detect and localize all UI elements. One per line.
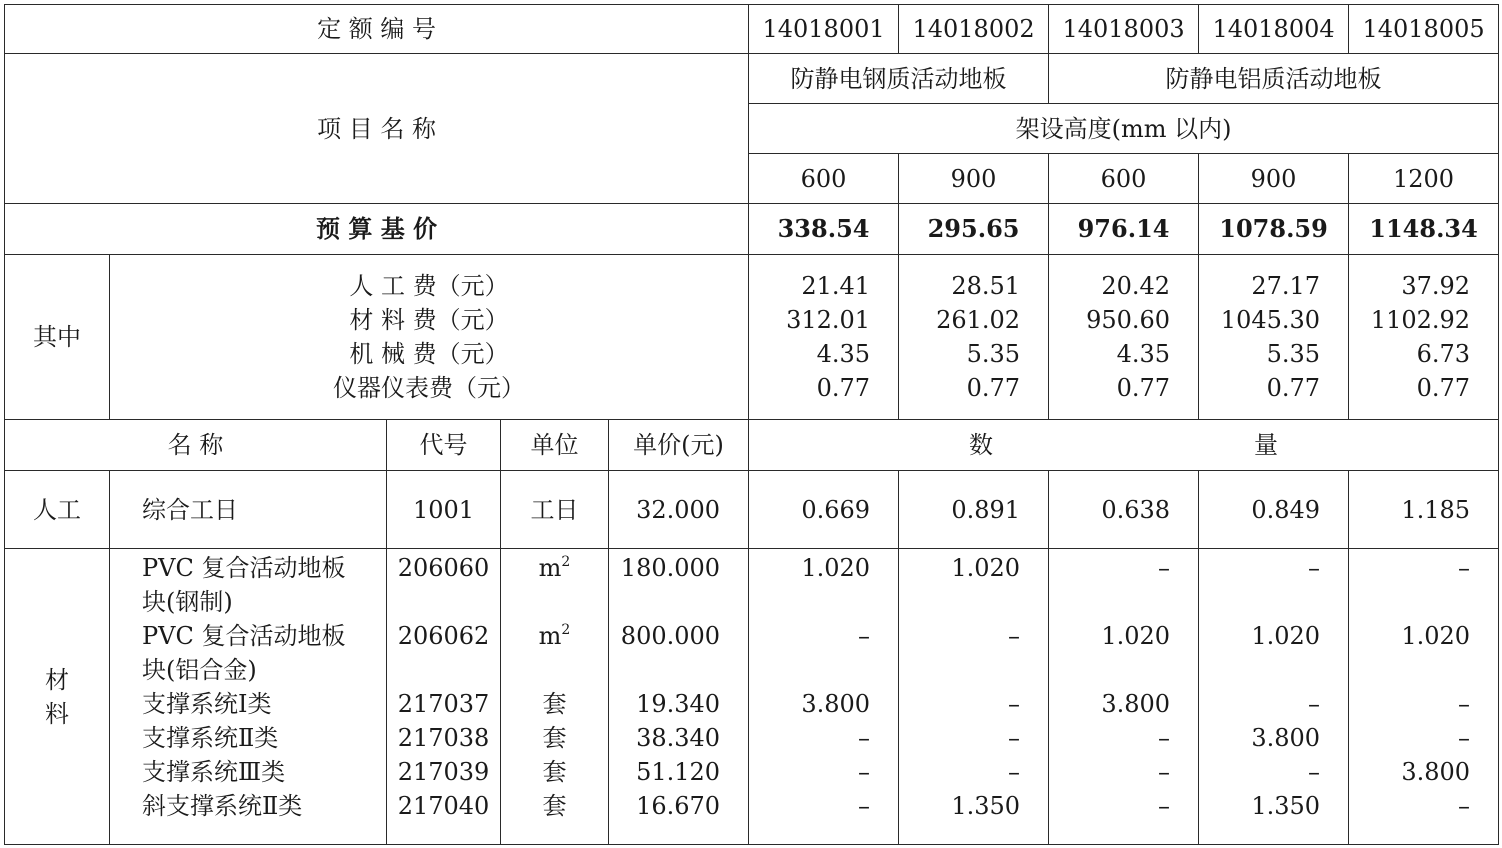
breakdown-value: 21.41	[801, 272, 871, 300]
material-name: PVC 复合活动地板	[142, 554, 346, 582]
material-code: 206060	[397, 554, 490, 582]
material-quantity: –	[1008, 758, 1021, 786]
material-quantity: –	[858, 792, 871, 820]
breakdown-value: 5.35	[1266, 340, 1321, 368]
labor-quantity: 0.638	[1049, 471, 1199, 549]
material-price: 180.000	[620, 554, 721, 582]
material-code: 217038	[397, 724, 490, 752]
labor-price: 32.000	[609, 471, 749, 549]
labor-code: 1001	[387, 471, 501, 549]
base-price-cell: 976.14	[1049, 204, 1199, 255]
breakdown-value: 37.92	[1401, 272, 1471, 300]
material-price: 19.340	[636, 690, 721, 718]
resource-code-header: 代号	[387, 420, 501, 471]
materials-category-char: 料	[45, 699, 69, 728]
base-price-row	[5, 204, 1499, 255]
material-price: 38.340	[636, 724, 721, 752]
quantity-header-left: 数	[969, 431, 994, 459]
material-code: 206062	[397, 622, 490, 650]
breakdown-value: 0.77	[1266, 374, 1321, 402]
material-price: 16.670	[636, 792, 721, 820]
material-quantity: 1.350	[951, 792, 1021, 820]
height-cell: 900	[899, 154, 1049, 204]
material-code: 217039	[397, 758, 490, 786]
materials-quantity-column	[1049, 549, 1199, 845]
material-quantity: –	[1008, 724, 1021, 752]
material-unit: 套	[542, 724, 567, 752]
quota-sheet	[4, 4, 1498, 844]
labor-quantity: 0.891	[899, 471, 1049, 549]
material-price: 800.000	[620, 622, 721, 650]
breakdown-value: 1045.30	[1220, 306, 1321, 334]
material-code: 217037	[397, 690, 490, 718]
breakdown-value: 0.77	[816, 374, 871, 402]
height-cell: 900	[1199, 154, 1349, 204]
code-cell: 14018004	[1199, 5, 1349, 54]
base-price-label: 预 算 基 价	[5, 204, 749, 255]
code-cell: 14018002	[899, 5, 1049, 54]
breakdown-value: 4.35	[816, 340, 871, 368]
breakdown-value: 1102.92	[1370, 306, 1471, 334]
material-unit: 套	[542, 690, 567, 718]
breakdown-value: 950.60	[1086, 306, 1171, 334]
code-cell: 14018001	[749, 5, 899, 54]
material-quantity: 1.020	[1251, 622, 1321, 650]
item-name-label: 项 目 名 称	[5, 54, 749, 204]
material-unit: $m^2$	[538, 554, 571, 582]
breakdown-column	[1049, 255, 1199, 420]
materials-row	[5, 549, 1499, 845]
material-quantity: –	[1308, 554, 1321, 582]
base-price-cell: 1078.59	[1199, 204, 1349, 255]
labor-quantity: 1.185	[1349, 471, 1499, 549]
machine-cost-label: 机 械 费（元）	[349, 340, 509, 368]
material-quantity: –	[858, 622, 871, 650]
breakdown-labels	[110, 255, 749, 420]
resource-header-row	[5, 420, 1499, 471]
breakdown-value: 6.73	[1416, 340, 1471, 368]
base-price-cell: 1148.34	[1349, 204, 1499, 255]
material-name: 支撑系统Ⅰ类	[142, 690, 272, 718]
material-name: 支撑系统Ⅲ类	[142, 758, 286, 786]
material-quantity: –	[1458, 554, 1471, 582]
height-cell: 600	[749, 154, 899, 204]
material-quantity: 3.800	[1401, 758, 1471, 786]
breakdown-value: 0.77	[1116, 374, 1171, 402]
resource-unit-header: 单位	[501, 420, 609, 471]
breakdown-column	[1349, 255, 1499, 420]
materials-quantity-column	[1349, 549, 1499, 845]
material-quantity: 1.020	[801, 554, 871, 582]
material-quantity: –	[1308, 690, 1321, 718]
materials-category	[5, 549, 110, 845]
breakdown-value: 20.42	[1101, 272, 1171, 300]
material-name: 斜支撑系统Ⅱ类	[142, 792, 303, 820]
group-row	[5, 54, 1499, 104]
code-cell: 14018005	[1349, 5, 1499, 54]
height-cell: 600	[1049, 154, 1199, 204]
breakdown-value: 0.77	[966, 374, 1021, 402]
materials-units	[501, 549, 609, 845]
material-quantity: 1.020	[1101, 622, 1171, 650]
labor-unit: 工日	[501, 471, 609, 549]
material-quantity: –	[1008, 690, 1021, 718]
material-quantity: –	[1158, 758, 1171, 786]
material-quantity: –	[858, 724, 871, 752]
labor-quantity: 0.849	[1199, 471, 1349, 549]
quantity-header	[749, 420, 1499, 471]
breakdown-value: 0.77	[1416, 374, 1471, 402]
breakdown-group-label: 其中	[5, 255, 110, 420]
material-quantity: 1.020	[1401, 622, 1471, 650]
breakdown-value: 5.35	[966, 340, 1021, 368]
breakdown-value: 27.17	[1251, 272, 1321, 300]
material-price: 51.120	[636, 758, 721, 786]
materials-quantity-column	[899, 549, 1049, 845]
resource-name-header: 名 称	[5, 420, 387, 471]
breakdown-column	[749, 255, 899, 420]
material-unit: 套	[542, 758, 567, 786]
group-aluminum: 防静电铝质活动地板	[1049, 54, 1499, 104]
breakdown-row	[5, 255, 1499, 420]
labor-name: 综合工日	[110, 471, 387, 549]
material-quantity: –	[1158, 554, 1171, 582]
material-quantity: 3.800	[1251, 724, 1321, 752]
material-quantity: –	[858, 758, 871, 786]
base-price-cell: 295.65	[899, 204, 1049, 255]
height-label: 架设高度(mm 以内)	[749, 104, 1499, 154]
labor-quantity: 0.669	[749, 471, 899, 549]
material-name: 支撑系统Ⅱ类	[142, 724, 279, 752]
material-quantity: –	[1458, 724, 1471, 752]
resource-price-header: 单价(元)	[609, 420, 749, 471]
materials-quantity-column	[1199, 549, 1349, 845]
quota-table	[4, 4, 1499, 845]
breakdown-value: 28.51	[951, 272, 1021, 300]
labor-row	[5, 471, 1499, 549]
breakdown-value: 4.35	[1116, 340, 1171, 368]
material-quantity: 3.800	[801, 690, 871, 718]
material-quantity: –	[1458, 792, 1471, 820]
material-code: 217040	[397, 792, 490, 820]
code-row	[5, 5, 1499, 54]
material-unit: $m^2$	[538, 622, 571, 650]
material-quantity: 1.020	[951, 554, 1021, 582]
code-label: 定 额 编 号	[5, 5, 749, 54]
materials-codes	[387, 549, 501, 845]
material-name: PVC 复合活动地板	[142, 622, 346, 650]
materials-names	[110, 549, 387, 845]
material-name: 块(钢制)	[142, 588, 233, 616]
breakdown-column	[1199, 255, 1349, 420]
material-cost-label: 材 料 费（元）	[349, 306, 509, 334]
code-cell: 14018003	[1049, 5, 1199, 54]
height-cell: 1200	[1349, 154, 1499, 204]
labor-cost-label: 人 工 费（元）	[349, 272, 509, 300]
materials-quantity-column	[749, 549, 899, 845]
material-quantity: –	[1158, 792, 1171, 820]
material-quantity: –	[1458, 690, 1471, 718]
breakdown-column	[899, 255, 1049, 420]
material-quantity: 3.800	[1101, 690, 1171, 718]
labor-category: 人工	[5, 471, 110, 549]
instrument-cost-label: 仪器仪表费（元）	[333, 374, 526, 402]
material-name: 块(铝合金)	[142, 656, 257, 684]
breakdown-value: 312.01	[786, 306, 871, 334]
group-steel: 防静电钢质活动地板	[749, 54, 1049, 104]
material-unit: 套	[542, 792, 567, 820]
materials-prices	[609, 549, 749, 845]
quantity-header-right: 量	[1254, 431, 1279, 459]
material-quantity: 1.350	[1251, 792, 1321, 820]
breakdown-value: 261.02	[936, 306, 1021, 334]
material-quantity: –	[1308, 758, 1321, 786]
materials-category-char: 材	[45, 665, 69, 694]
material-quantity: –	[1158, 724, 1171, 752]
base-price-cell: 338.54	[749, 204, 899, 255]
material-quantity: –	[1008, 622, 1021, 650]
